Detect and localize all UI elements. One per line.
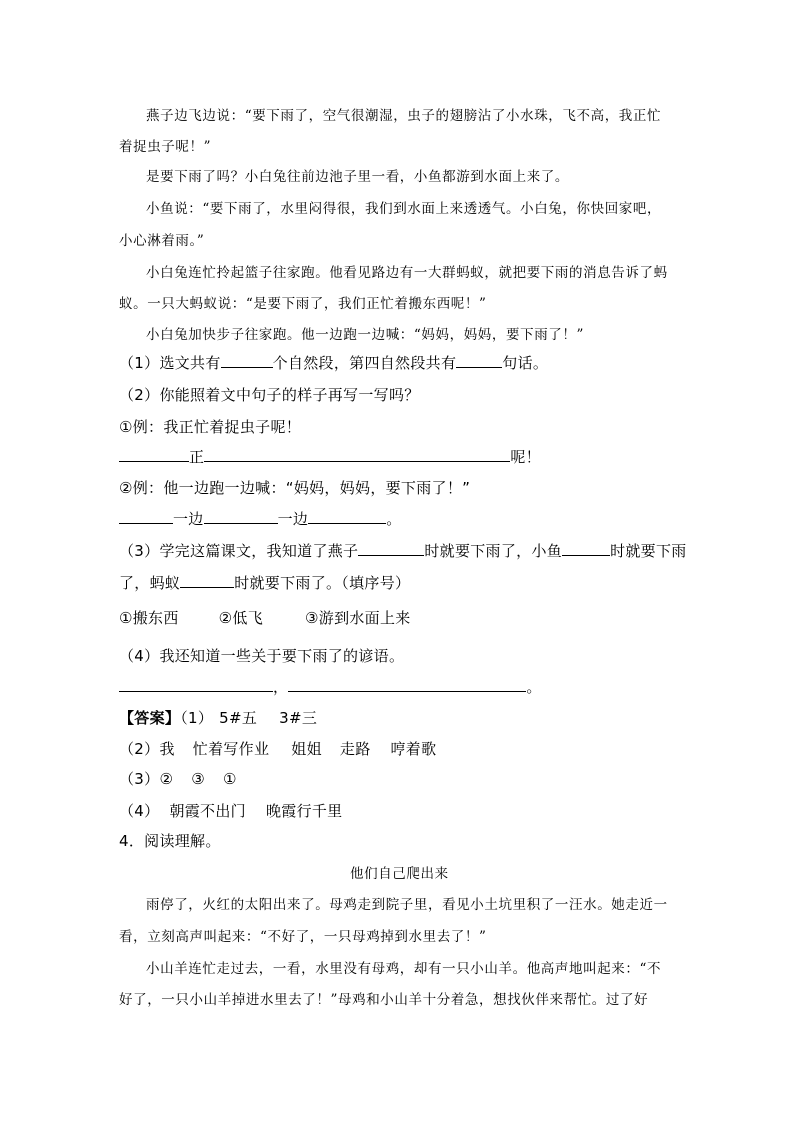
- answer-2-item: 走路: [339, 740, 371, 758]
- fill-1-end: 呢！: [510, 448, 541, 466]
- answer-line-4: [119, 800, 342, 821]
- passage-paragraph-1-line-2: 看，立刻高声叫起来：“不好了，一只母鸡掉到水里去了！”: [119, 929, 487, 945]
- story-paragraph-4-line-2: 蚁。一只大蚂蚁说：“是要下雨了，我们正忙着搬东西呢！”: [119, 296, 487, 312]
- answer-1-value-1: 5#五: [219, 709, 258, 727]
- answer-3-item: ②: [159, 770, 174, 788]
- story-paragraph-5: 小白兔加快步子往家跑。他一边跑一边喊：“妈妈，妈妈，要下雨了！”: [146, 327, 585, 343]
- fill-2-middle-2: 一边: [277, 510, 309, 528]
- question-4: （4）我还知道一些关于要下雨了的谚语。: [119, 647, 405, 665]
- question-2-example-1: ①例：我正忙着捉虫子呢！: [119, 418, 302, 436]
- answer-4-item: 晚霞行千里: [265, 802, 343, 820]
- answer-label: 【答案】: [119, 709, 181, 727]
- answer-blank[interactable]: [119, 676, 273, 692]
- answer-blank[interactable]: [288, 676, 526, 692]
- answer-3-item: ①: [222, 770, 237, 788]
- question-2-example-2: ②例：他一边跑一边喊：“妈妈，妈妈，要下雨了！”: [119, 479, 471, 497]
- story-paragraph-1-line-2: 着捉虫子呢！”: [119, 139, 212, 155]
- story-paragraph-3-line-1: 小鱼说：“要下雨了，水里闷得很，我们到水面上来透透气。小白兔，你快回家吧，: [146, 201, 662, 217]
- passage-title: 他们自己爬出来: [350, 866, 449, 882]
- question-1: [119, 352, 548, 373]
- story-paragraph-3-line-2: 小心淋着雨。”: [119, 233, 205, 249]
- question-4-separator: ，: [273, 678, 289, 696]
- question-2-fill-2: [119, 508, 402, 529]
- question-1-text-c: 句话。: [502, 354, 549, 372]
- answer-blank[interactable]: [119, 508, 173, 524]
- fill-1-middle: 正: [189, 448, 205, 466]
- answer-2-prefix: （2）: [119, 740, 160, 758]
- question-3-text-e: 时就要下雨了。（填序号）: [234, 574, 411, 592]
- answer-blank[interactable]: [562, 540, 610, 556]
- question-4-fill: [119, 676, 542, 697]
- answer-blank[interactable]: [180, 572, 234, 588]
- fill-2-end: 。: [386, 510, 402, 528]
- answer-blank[interactable]: [308, 508, 386, 524]
- answer-2-item: 姐姐: [291, 740, 322, 758]
- answer-1-prefix: （1）: [180, 709, 214, 727]
- answer-2-item: 忙着写作业: [192, 740, 270, 758]
- section-4-heading: 4．阅读理解。: [119, 832, 221, 850]
- passage-paragraph-2-line-1: 小山羊连忙走过去，一看，水里没有母鸡，却有一只小山羊。他高声地叫起来：“不: [146, 961, 662, 977]
- question-3-text-b: 时就要下雨了，小鱼: [424, 542, 563, 560]
- answer-blank[interactable]: [204, 508, 278, 524]
- answer-1-value-2: 3#三: [279, 709, 318, 727]
- answer-blank[interactable]: [204, 446, 510, 462]
- question-2-fill-1: [119, 446, 541, 467]
- answer-blank[interactable]: [221, 352, 273, 368]
- story-paragraph-1-line-1: 燕子边飞边说：“要下雨了，空气很潮湿，虫子的翅膀沾了小水珠，飞不高，我正忙: [146, 108, 662, 124]
- answer-4-item: 朝霞不出门: [169, 802, 246, 820]
- question-2: （2）你能照着文中句子的样子再写一写吗？: [119, 386, 420, 404]
- question-1-text-a: （1）选文共有: [119, 354, 221, 372]
- question-1-text-b: 个自然段，第四自然段共有: [272, 354, 457, 372]
- answer-blank[interactable]: [358, 540, 424, 556]
- answer-line-2: [119, 738, 436, 759]
- question-3-text-d: 了，蚂蚁: [119, 574, 181, 592]
- passage-paragraph-2-line-2: 好了，一只小山羊掉进水里去了！”母鸡和小山羊十分着急，想找伙伴来帮忙。过了好: [119, 992, 649, 1008]
- question-3-line-2: [119, 572, 410, 593]
- question-3-line-1: [119, 540, 687, 561]
- answer-line-3: [119, 768, 237, 789]
- story-paragraph-4-line-1: 小白兔连忙拎起篮子往家跑。他看见路边有一大群蚂蚁，就把要下雨的消息告诉了蚂: [146, 265, 668, 281]
- fill-2-middle-1: 一边: [173, 510, 204, 528]
- answer-blank[interactable]: [119, 446, 189, 462]
- story-paragraph-2: 是要下雨了吗？小白兔往前边池子里一看，小鱼都游到水面上来了。: [146, 169, 569, 185]
- passage-paragraph-1-line-1: 雨停了，火红的太阳出来了。母鸡走到院子里，看见小土坑里积了一汪水。她走近一: [146, 897, 668, 913]
- question-3-text-a: （3）学完这篇课文，我知道了燕子: [119, 542, 359, 560]
- question-4-end: 。: [526, 678, 542, 696]
- answer-2-item: 我: [159, 740, 175, 758]
- answer-4-prefix: （4）: [119, 802, 160, 820]
- answer-2-item: 哼着歌: [390, 740, 437, 758]
- answer-3-item: ③: [191, 770, 205, 788]
- option-3: ③游到水面上来: [305, 609, 411, 627]
- answer-blank[interactable]: [456, 352, 502, 368]
- option-2: ②低飞: [218, 609, 264, 627]
- question-3-options: [119, 607, 411, 628]
- answer-3-prefix: （3）: [119, 770, 160, 788]
- option-1: ①搬东西: [119, 609, 179, 627]
- answer-line-1: [119, 707, 317, 728]
- question-3-text-c: 时就要下雨: [610, 542, 687, 560]
